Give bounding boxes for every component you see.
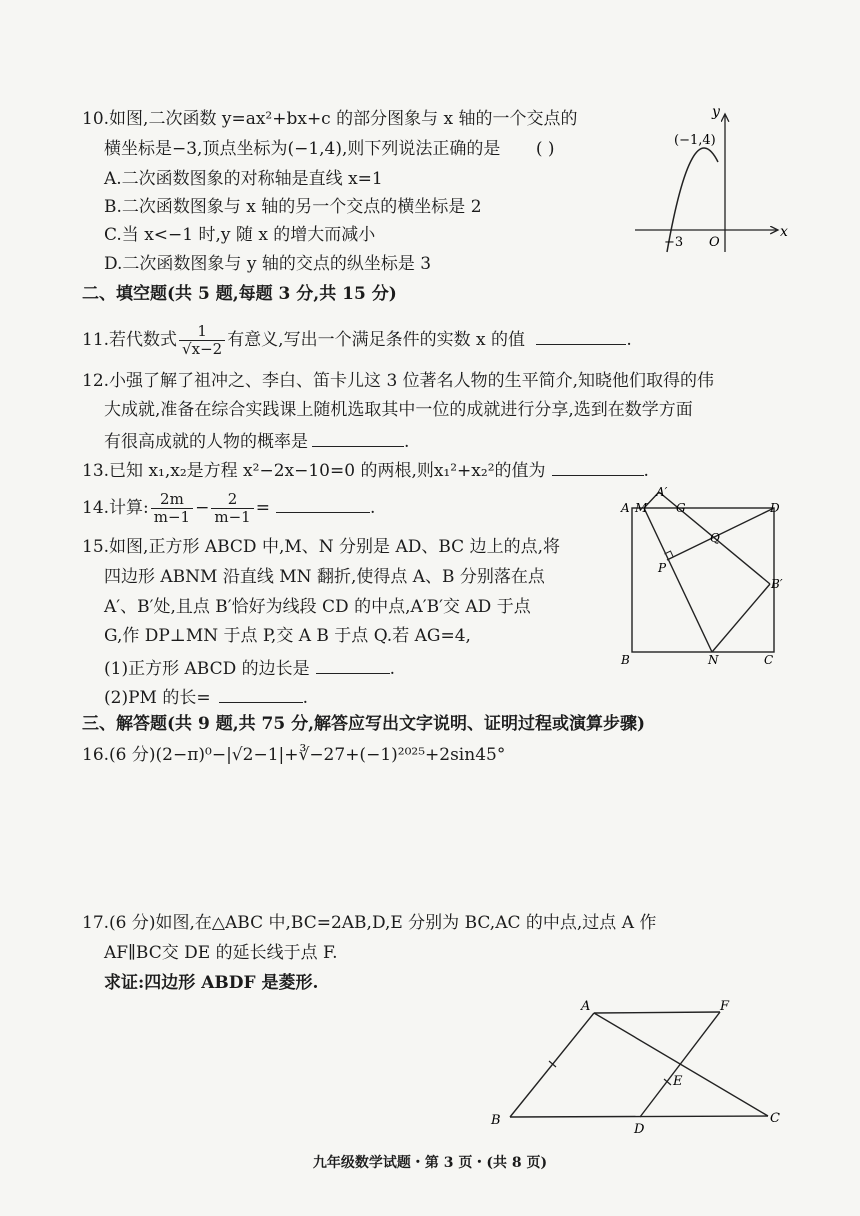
- q17-line2: AF∥BC交 DE 的延长线于点 F.: [104, 943, 338, 963]
- fold-line-mn: [644, 508, 712, 652]
- label-n: N: [708, 653, 719, 667]
- q14-fraction-2: [211, 491, 253, 526]
- q10-stem-line2: [104, 138, 555, 160]
- q11-denominator: √x−2: [182, 340, 223, 358]
- q11-suffix: 有意义,写出一个满足条件的实数 x 的值: [227, 330, 525, 350]
- q14-denominator-2: m−1: [214, 508, 251, 526]
- segment-df: [640, 1012, 720, 1117]
- q13-text: 13.已知 x₁,x₂是方程 x²−2x−10=0 的两根,则x₁²+x₂²的值为: [82, 461, 546, 481]
- q13-answer-blank[interactable]: [552, 457, 644, 476]
- q14-numerator-2: 2: [211, 491, 253, 509]
- q17-triangle-figure: [480, 990, 800, 1140]
- label-d: D: [770, 501, 780, 515]
- q16: 16.(6 分)(2−π)⁰−|√2−1|+∛−27+(−1)²⁰²⁵+2sin45°: [82, 745, 506, 765]
- q14-numerator-1: 2m: [151, 491, 193, 509]
- section-2-title: 二、填空题(共 5 题,每题 3 分,共 15 分): [82, 284, 397, 304]
- q10-option-a: A.二次函数图象的对称轴是直线 x=1: [104, 169, 383, 189]
- q11-numerator: 1: [179, 323, 225, 341]
- q15-line2: 四边形 ABNM 沿直线 MN 翻折,使得点 A、B 分别落在点: [104, 567, 545, 587]
- q13-period: .: [643, 461, 649, 481]
- q15-sub1-blank[interactable]: [316, 655, 390, 674]
- q10-stem-line1: 10.如图,二次函数 y=ax²+bx+c 的部分图象与 x 轴的一个交点的: [82, 109, 578, 129]
- label-d: D: [634, 1122, 645, 1137]
- q11-fraction: [179, 323, 225, 358]
- q14: [82, 486, 375, 530]
- answer-paren: ( ): [535, 139, 555, 159]
- q15-sub2-period: .: [302, 688, 308, 708]
- label-q: Q: [710, 531, 720, 545]
- q15-line3: A′、B′处,且点 B′恰好为线段 CD 的中点,A′B′交 AD 于点: [104, 597, 531, 617]
- q15-square-figure: [612, 484, 790, 674]
- q12-line2: 大成就,准备在综合实践课上随机选取其中一位的成就进行分享,选到在数学方面: [104, 400, 693, 420]
- q10-stem-text: 横坐标是−3,顶点坐标为(−1,4),则下列说法正确的是: [104, 139, 501, 159]
- q15-line4: G,作 DP⊥MN 于点 P,交 A B 于点 Q.若 AG=4,: [104, 626, 471, 646]
- q15-sub2-blank[interactable]: [219, 684, 303, 703]
- q15-sub1: [104, 655, 395, 680]
- origin-label: O: [709, 235, 720, 250]
- label-aprime: A′: [656, 485, 668, 499]
- label-a: A: [581, 999, 591, 1014]
- q11-answer-blank[interactable]: [536, 326, 626, 345]
- q14-answer-blank[interactable]: [276, 494, 370, 513]
- segment-dp: [667, 508, 774, 560]
- q17-line1: 17.(6 分)如图,在△ABC 中,BC=2AB,D,E 分别为 BC,AC 的中点,过点 A 作: [82, 913, 657, 933]
- label-e: E: [673, 1074, 683, 1089]
- q12-line1: 12.小强了解了祖冲之、李白、笛卡儿这 3 位著名人物的生平简介,知晓他们取得的伟: [82, 371, 715, 391]
- side-ac: [594, 1013, 768, 1116]
- label-g: G: [676, 501, 686, 515]
- side-bc: [510, 1116, 768, 1117]
- label-b: B: [491, 1113, 501, 1128]
- q10-parabola-figure: [630, 102, 790, 262]
- label-p: P: [658, 561, 667, 575]
- q11-prefix: 11.若代数式: [82, 330, 178, 350]
- q10-option-b: B.二次函数图象与 x 轴的另一个交点的横坐标是 2: [104, 197, 482, 217]
- label-c: C: [770, 1111, 780, 1126]
- q15-line1: 15.如图,正方形 ABCD 中,M、N 分别是 AD、BC 边上的点,将: [82, 537, 560, 557]
- label-m: M: [635, 501, 648, 515]
- q14-period: .: [369, 498, 376, 518]
- q13: [82, 457, 649, 482]
- label-b: B: [621, 653, 630, 667]
- y-axis-label: y: [712, 104, 720, 120]
- page-footer: 九年级数学试题・第 3 页・(共 8 页): [312, 1155, 548, 1171]
- q14-prefix: 14.计算:: [82, 498, 149, 518]
- q14-fraction-1: [151, 491, 193, 526]
- q10-option-c: C.当 x<−1 时,y 随 x 的增大而减小: [104, 225, 376, 245]
- q15-sub1-text: (1)正方形 ABCD 的边长是: [104, 659, 310, 679]
- label-bprime: B′: [771, 577, 783, 591]
- q11: [82, 318, 632, 362]
- q12-line3: [104, 428, 409, 453]
- x-axis-label: x: [780, 224, 788, 240]
- q12-text: 有很高成就的人物的概率是: [104, 432, 308, 452]
- q15-sub2: [104, 684, 308, 709]
- vertex-label: (−1,4): [674, 133, 716, 148]
- segment-af: [594, 1012, 720, 1013]
- q14-denominator-1: m−1: [153, 508, 191, 526]
- segment-n-bprime: [712, 584, 770, 652]
- q12-period: .: [404, 432, 410, 452]
- q10-option-d: D.二次函数图象与 y 轴的交点的纵坐标是 3: [104, 254, 432, 274]
- square-abcd: [632, 508, 774, 652]
- label-c: C: [764, 653, 774, 667]
- root-label: −3: [664, 235, 684, 250]
- side-ab: [510, 1013, 594, 1117]
- label-f: F: [720, 999, 730, 1014]
- label-a: A: [621, 501, 630, 515]
- q15-sub2-text: (2)PM 的长=: [104, 688, 211, 708]
- q12-answer-blank[interactable]: [312, 428, 404, 447]
- q14-minus: −: [195, 498, 210, 518]
- q17-line3: 求证:四边形 ABDF 是菱形.: [104, 973, 319, 993]
- q14-equals: =: [255, 498, 270, 518]
- section-3-title: 三、解答题(共 9 题,共 75 分,解答应写出文字说明、证明过程或演算步骤): [82, 714, 646, 734]
- q15-sub1-period: .: [389, 659, 396, 679]
- q11-period: .: [626, 330, 632, 350]
